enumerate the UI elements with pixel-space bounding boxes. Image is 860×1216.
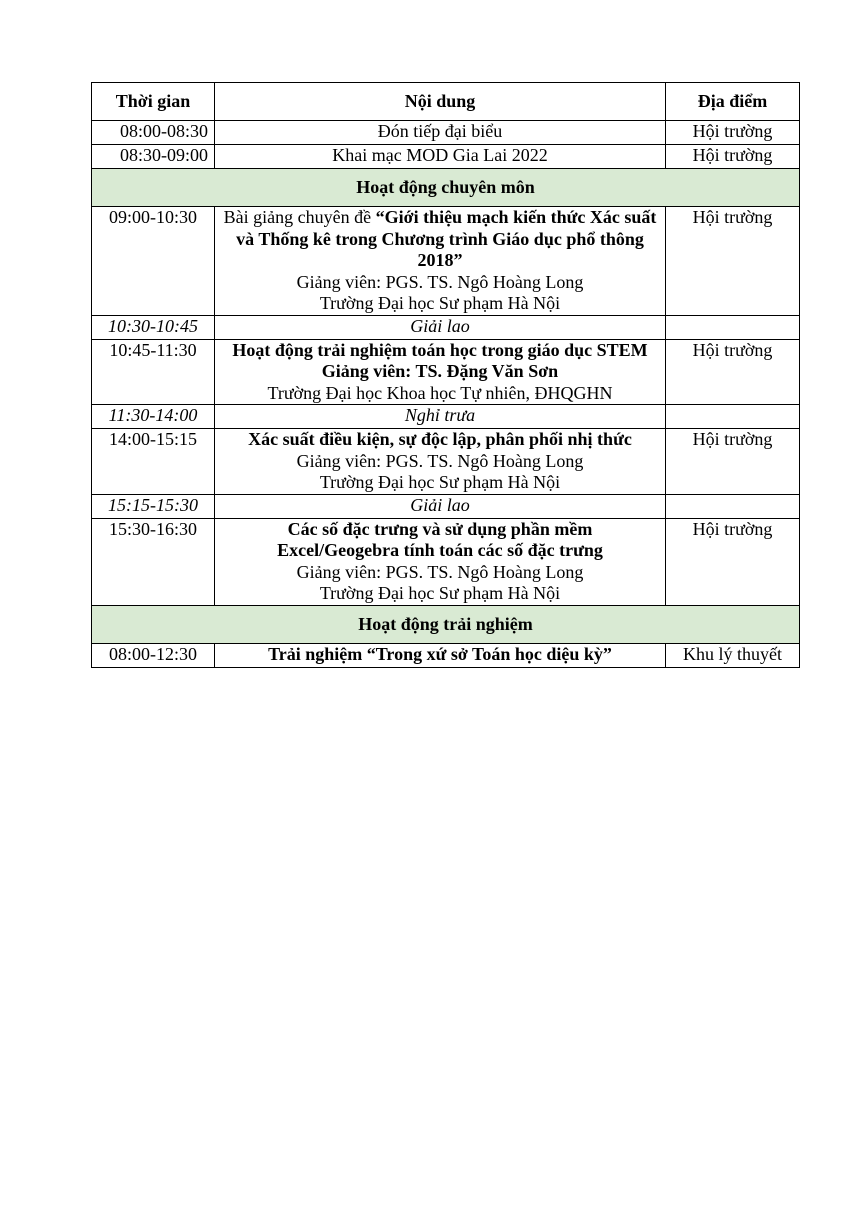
lecturer-name: Giảng viên: PGS. TS. Ngô Hoàng Long (296, 271, 584, 292)
header-row (92, 83, 800, 121)
place-cell: Hội trường (666, 518, 800, 605)
place-cell (666, 315, 800, 339)
activity-title: Hoạt động trải nghiệm toán học trong giáo dục STEM (232, 339, 648, 360)
place-cell: Hội trường (666, 339, 800, 405)
table-row (92, 429, 800, 495)
time-cell: 08:30-09:00 (92, 145, 215, 169)
table-row (92, 518, 800, 605)
place-cell: Hội trường (666, 121, 800, 145)
lecturer-institution: Trường Đại học Sư phạm Hà Nội (319, 583, 561, 603)
content-cell (215, 518, 666, 605)
time-cell: 15:30-16:30 (92, 518, 215, 605)
table-row (92, 643, 800, 667)
section-row (92, 605, 800, 643)
section-heading: Hoạt động chuyên môn (92, 169, 800, 207)
time-cell: 11:30-14:00 (92, 405, 215, 429)
content-cell: Giải lao (215, 315, 666, 339)
place-cell: Hội trường (666, 145, 800, 169)
time-cell: 10:30-10:45 (92, 315, 215, 339)
time-cell: 08:00-12:30 (92, 643, 215, 667)
table-row (92, 315, 800, 339)
header-place: Địa điểm (666, 83, 800, 121)
content-cell: Khai mạc MOD Gia Lai 2022 (215, 145, 666, 169)
place-cell (666, 494, 800, 518)
lecturer-institution: Trường Đại học Sư phạm Hà Nội (319, 293, 561, 313)
lecture-prefix: Bài giảng chuyên đề (223, 207, 376, 227)
lecturer-institution: Trường Đại học Sư phạm Hà Nội (319, 472, 561, 492)
section-heading: Hoạt động trải nghiệm (92, 605, 800, 643)
header-time: Thời gian (92, 83, 215, 121)
place-cell: Khu lý thuyết (666, 643, 800, 667)
lecturer-name: Giảng viên: PGS. TS. Ngô Hoàng Long (296, 450, 584, 471)
time-cell: 15:15-15:30 (92, 494, 215, 518)
header-content: Nội dung (215, 83, 666, 121)
section-row (92, 169, 800, 207)
lecture-title-line-2: Excel/Geogebra tính toán các số đặc trưng (277, 540, 603, 560)
time-cell: 10:45-11:30 (92, 339, 215, 405)
lecture-title-line-1: Các số đặc trưng và sử dụng phần mềm (287, 518, 593, 539)
content-cell: Giải lao (215, 494, 666, 518)
content-cell: Đón tiếp đại biểu (215, 121, 666, 145)
place-cell: Hội trường (666, 207, 800, 316)
time-cell: 08:00-08:30 (92, 121, 215, 145)
content-cell: Nghỉ trưa (215, 405, 666, 429)
table-row (92, 405, 800, 429)
table-row (92, 494, 800, 518)
lecture-title: “Giới thiệu mạch kiến thức Xác suất và Thống kê trong Chương trình Giáo dục phổ thông 2018” (236, 207, 657, 270)
lecture-title: Xác suất điều kiện, sự độc lập, phân phối nhị thức (248, 429, 632, 449)
table-row (92, 207, 800, 316)
content-cell: Trải nghiệm “Trong xứ sở Toán học diệu kỳ” (215, 643, 666, 667)
table-row (92, 145, 800, 169)
table-row (92, 121, 800, 145)
lecturer-institution: Trường Đại học Khoa học Tự nhiên, ĐHQGHN (267, 382, 613, 403)
place-cell: Hội trường (666, 429, 800, 495)
table-row (92, 339, 800, 405)
content-cell (215, 207, 666, 316)
lecturer-name: Giảng viên: TS. Đặng Văn Sơn (321, 361, 559, 381)
content-cell (215, 339, 666, 405)
lecturer-name: Giảng viên: PGS. TS. Ngô Hoàng Long (296, 561, 584, 582)
time-cell: 09:00-10:30 (92, 207, 215, 316)
time-cell: 14:00-15:15 (92, 429, 215, 495)
schedule-table (91, 82, 800, 668)
place-cell (666, 405, 800, 429)
content-cell (215, 429, 666, 495)
